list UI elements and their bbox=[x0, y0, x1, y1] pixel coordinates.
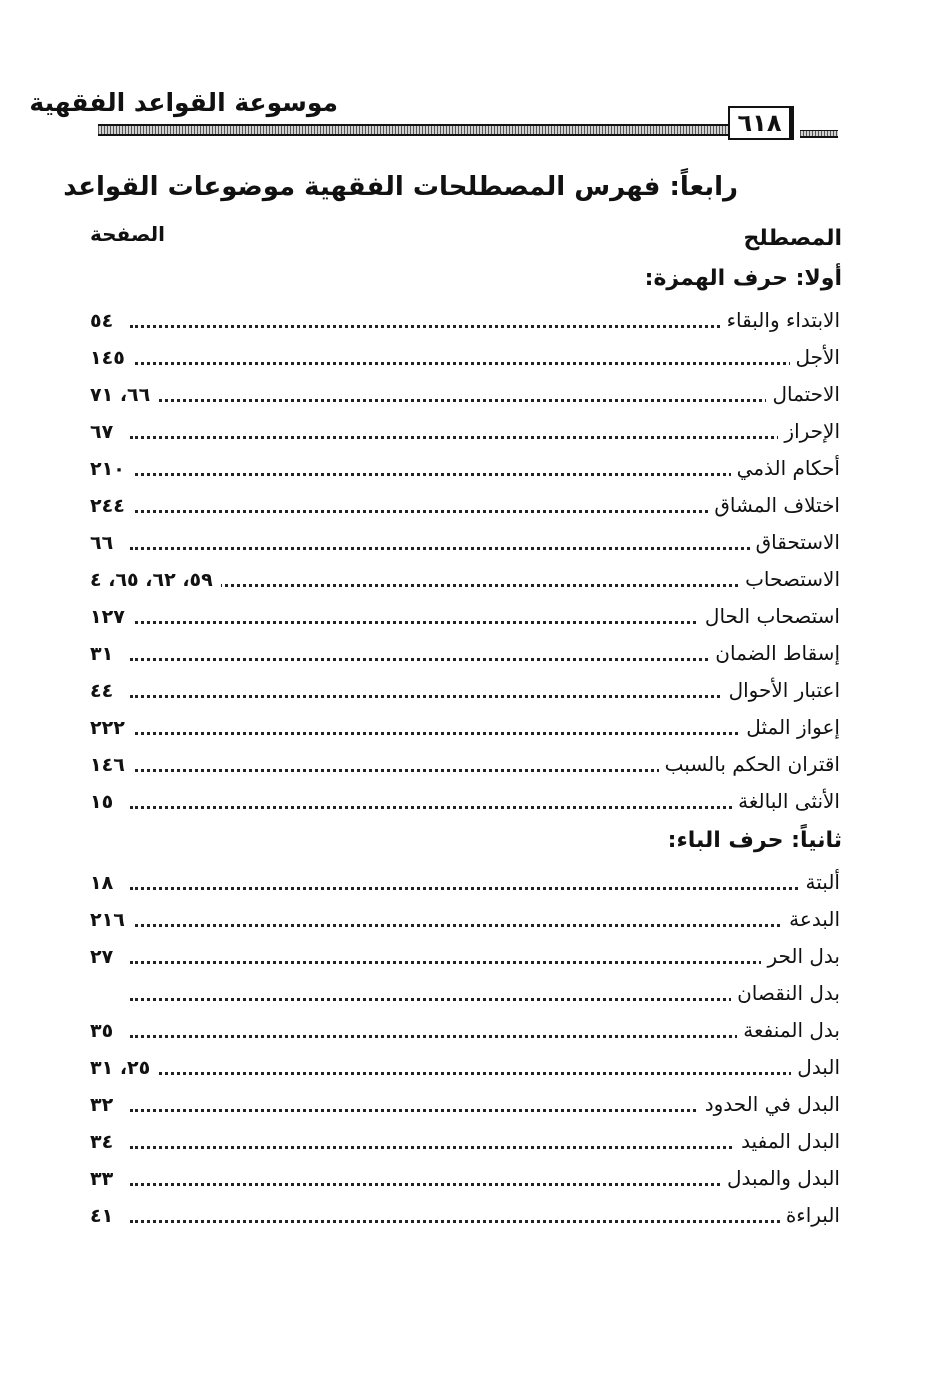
index-entry bbox=[90, 864, 840, 898]
entry-term: بدل الحر bbox=[761, 944, 840, 968]
index-entry bbox=[90, 487, 840, 521]
index-entry bbox=[90, 709, 840, 743]
entry-term: الاحتمال bbox=[766, 382, 840, 406]
entry-pages: ٢٧ bbox=[90, 946, 121, 968]
entry-pages: ٤١ bbox=[90, 1205, 121, 1227]
group-heading: أولا: حرف الهمزة: bbox=[644, 266, 842, 291]
header-rule-end bbox=[800, 130, 838, 138]
entry-pages: ٢٤٤ bbox=[90, 495, 133, 517]
entry-term: البدل bbox=[791, 1055, 840, 1079]
entry-pages: ١٢٧ bbox=[90, 606, 133, 628]
entry-term: الأنثى البالغة bbox=[732, 789, 840, 813]
index-entry bbox=[90, 1049, 840, 1083]
leader-dots bbox=[130, 547, 840, 550]
entry-term: البدعة bbox=[783, 907, 840, 931]
entry-pages: ٢١٦ bbox=[90, 909, 133, 931]
entry-term: اختلاف المشاق bbox=[708, 493, 840, 517]
entry-term: اعتبار الأحوال bbox=[723, 678, 840, 702]
entry-term: البدل المفيد bbox=[735, 1129, 840, 1153]
entry-pages: ٦٧ bbox=[90, 421, 121, 443]
index-entry bbox=[90, 524, 840, 558]
index-entry bbox=[90, 561, 840, 595]
column-header-term: المصطلح bbox=[743, 226, 842, 251]
index-entry bbox=[90, 1197, 840, 1231]
entry-pages: ٣٤ bbox=[90, 1131, 121, 1153]
entry-pages: ٣٢ bbox=[90, 1094, 121, 1116]
entry-term: بدل النقصان bbox=[731, 981, 840, 1005]
entry-pages: ٣٣ bbox=[90, 1168, 121, 1190]
entry-term: الاستصحاب bbox=[739, 567, 840, 591]
entry-pages: ٢٢٢ bbox=[90, 717, 133, 739]
leader-dots bbox=[130, 399, 840, 402]
entry-pages: ١٤٥ bbox=[90, 347, 133, 369]
index-entry bbox=[90, 413, 840, 447]
entry-term: الابتداء والبقاء bbox=[721, 308, 840, 332]
index-entry bbox=[90, 672, 840, 706]
leader-dots bbox=[130, 887, 840, 890]
entry-term: استصحاب الحال bbox=[699, 604, 840, 628]
entry-term: إسقاط الضمان bbox=[709, 641, 840, 665]
entry-pages: ٤٤ bbox=[90, 680, 121, 702]
section-title: رابعاً: فهرس المصطلحات الفقهية موضوعات القواعد bbox=[63, 172, 738, 202]
entry-term: الاستحقاق bbox=[750, 530, 840, 554]
entry-term: البدل في الحدود bbox=[699, 1092, 840, 1116]
header-rule bbox=[98, 124, 728, 136]
index-entry bbox=[90, 339, 840, 373]
leader-dots bbox=[130, 1072, 840, 1075]
index-entry bbox=[90, 1123, 840, 1157]
leader-dots bbox=[130, 961, 840, 964]
index-entry bbox=[90, 746, 840, 780]
entry-pages: ٢١٠ bbox=[90, 458, 133, 480]
entry-pages: ٦٦ bbox=[90, 532, 121, 554]
index-entry bbox=[90, 1012, 840, 1046]
entry-pages: ١٤٦ bbox=[90, 754, 133, 776]
page-number: ٦١٨ bbox=[728, 106, 794, 140]
leader-dots bbox=[130, 436, 840, 439]
entry-pages: ٢٥، ٣١ bbox=[90, 1057, 158, 1079]
entry-term: بدل المنفعة bbox=[737, 1018, 840, 1042]
entry-term: اقتران الحكم بالسبب bbox=[659, 752, 840, 776]
entry-term: أحكام الذمي bbox=[731, 456, 840, 480]
entry-term: ألبتة bbox=[800, 870, 840, 894]
index-entry bbox=[90, 376, 840, 410]
entry-pages: ٣٥ bbox=[90, 1020, 121, 1042]
running-title: موسوعة القواعد الفقهية bbox=[29, 88, 338, 117]
leader-dots bbox=[130, 924, 840, 927]
index-entry bbox=[90, 783, 840, 817]
leader-dots bbox=[130, 584, 840, 587]
index-entry bbox=[90, 302, 840, 336]
index-entry bbox=[90, 938, 840, 972]
entry-pages: ١٨ bbox=[90, 872, 121, 894]
index-entry bbox=[90, 1160, 840, 1194]
entry-pages: ١٥ bbox=[90, 791, 121, 813]
entry-pages: ٥٩، ٦٢، ٦٥، ٤ bbox=[90, 569, 221, 591]
index-entry bbox=[90, 635, 840, 669]
group-heading: ثانياً: حرف الباء: bbox=[667, 828, 842, 853]
leader-dots bbox=[130, 1146, 840, 1149]
entry-term: إعواز المثل bbox=[740, 715, 840, 739]
index-entry bbox=[90, 901, 840, 935]
leader-dots bbox=[130, 362, 840, 365]
entry-term: الإحراز bbox=[778, 419, 840, 443]
index-entry bbox=[90, 598, 840, 632]
index-entry bbox=[90, 975, 840, 1009]
leader-dots bbox=[130, 1035, 840, 1038]
index-entry bbox=[90, 450, 840, 484]
leader-dots bbox=[130, 1220, 840, 1223]
leader-dots bbox=[130, 732, 840, 735]
column-header-page: الصفحة bbox=[90, 222, 166, 246]
index-entry bbox=[90, 1086, 840, 1120]
entry-term: البراءة bbox=[780, 1203, 840, 1227]
entry-pages: ٦٦، ٧١ bbox=[90, 384, 158, 406]
entry-pages: ٥٤ bbox=[90, 310, 121, 332]
entry-pages: ٣١ bbox=[90, 643, 121, 665]
entry-term: الأجل bbox=[790, 345, 840, 369]
entry-term: البدل والمبدل bbox=[721, 1166, 840, 1190]
